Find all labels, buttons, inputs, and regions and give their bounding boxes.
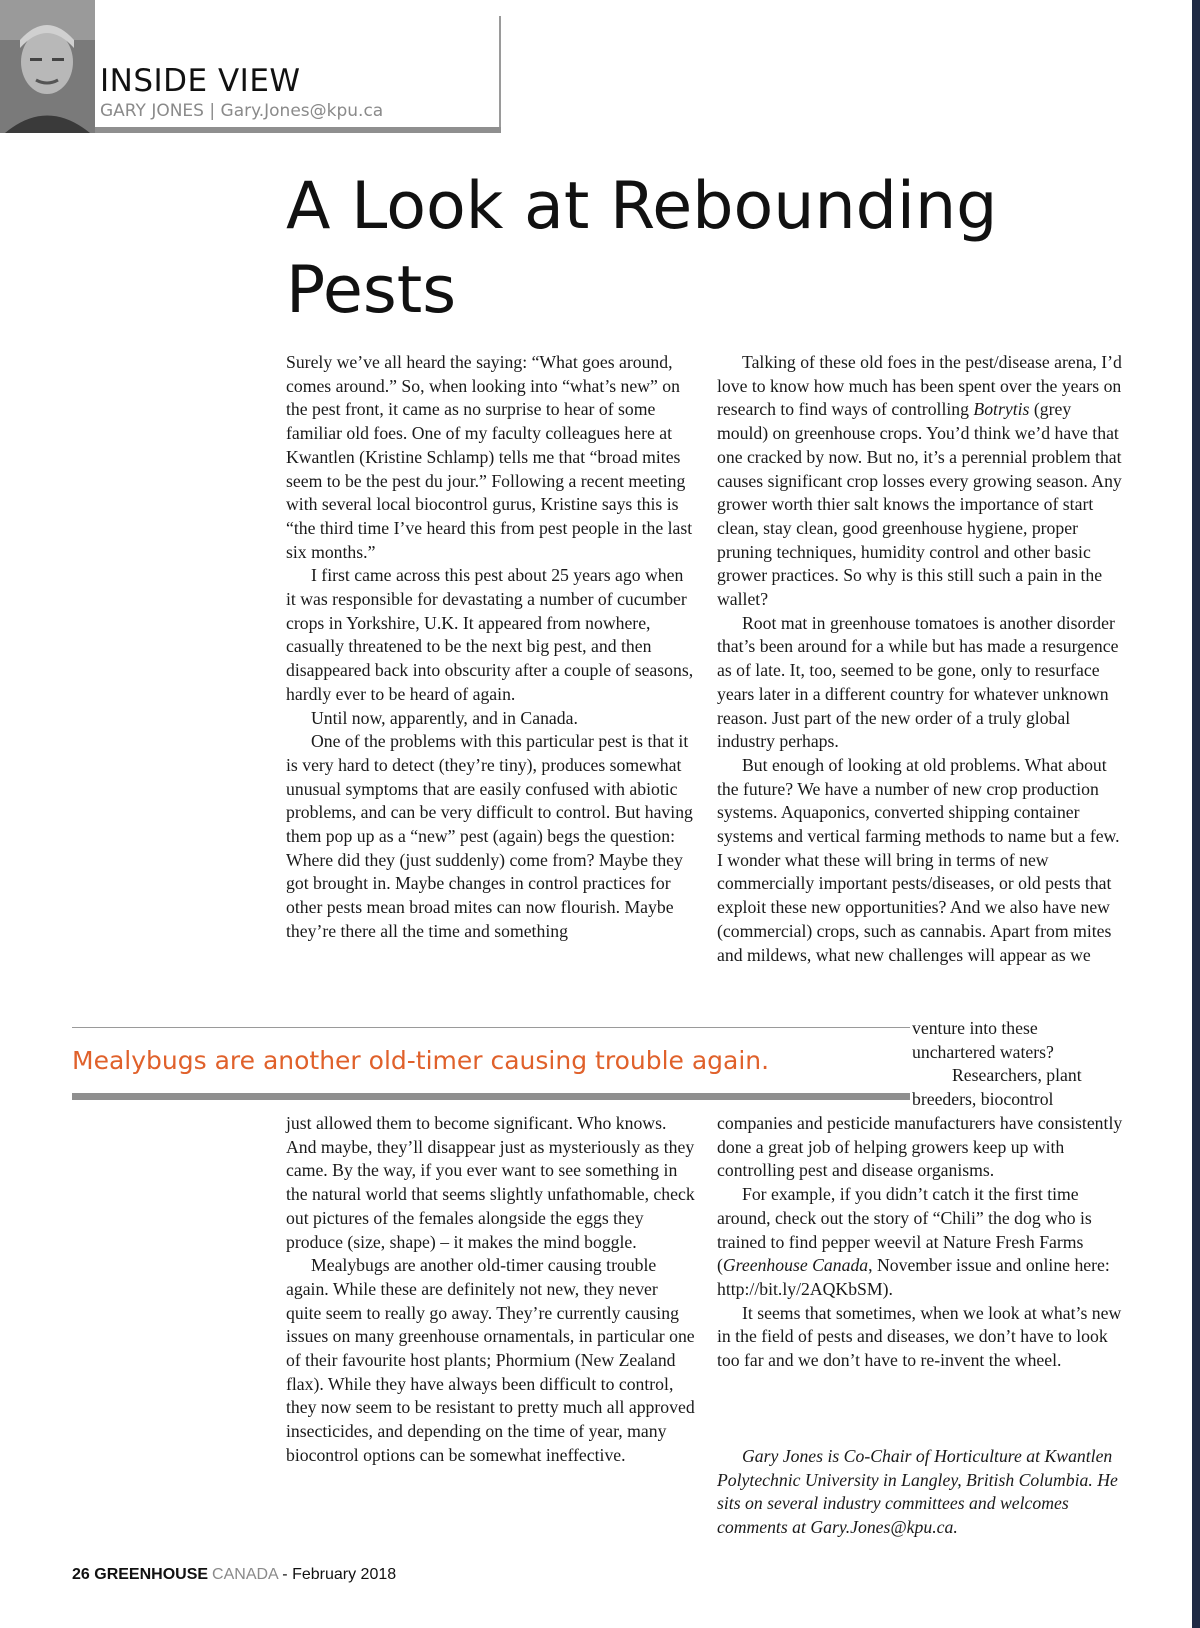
- column-2-bottom: [717, 1112, 1125, 1373]
- author-email: Gary.Jones@kpu.ca: [220, 101, 384, 121]
- paragraph: Mealybugs are another old-timer causing trouble again. While these are definitely not new, they never quite seem to really go away. They’re currently causing issues on many greenhouse ornamentals, in particular one of their favourite host plants; Phormium (New Zealand flax). While they have always been difficult to control, they now seem to be resistant to pretty much all approved insecticides, and depending on the time of year, many biocontrol options can be somewhat ineffective.: [286, 1255, 695, 1465]
- byline-separator: |: [209, 101, 216, 121]
- magazine-name-light: CANADA: [212, 1566, 278, 1583]
- paragraph: Talking of these old foes in the pest/disease arena, I’d love to know how much has been spent over the years on research to find ways of controlling Botrytis (grey mould) on greenhouse crops. You’d think we’d have that one cracked by now. But no, it’s a perennial problem that causes significant crop losses every growing season. Any grower worth thier salt knows the importance of start clean, stay clean, good greenhouse hygiene, proper pruning techniques, humidity control and other basic grower practices. So why is this still such a pain in the wallet?: [717, 352, 1122, 610]
- page-footer: [72, 1565, 396, 1585]
- section-label: INSIDE VIEW: [100, 63, 301, 99]
- italic-botrytis: Botrytis: [973, 399, 1030, 420]
- author-bio: Gary Jones is Co-Chair of Horticulture at Kwantlen Polytechnic University in Langley, British Columbia. He sits on several industry committees and welcomes comments at Gary.Jones@kpu.ca.: [717, 1446, 1118, 1538]
- paragraph: Surely we’ve all heard the saying: “What goes around, comes around.” So, when looking into “what’s new” on the pest front, it came as no surprise to hear of some familiar old foes. One of my faculty colleagues here at Kwantlen (Kristine Schlamp) tells me that “broad mites seem to be the pest du jour.” Following a recent meeting with several local biocontrol gurus, Kristine says this is “the third time I’ve heard this from pest people in the last six months.”: [286, 352, 693, 562]
- wrap-line: venture into these: [912, 1018, 1038, 1038]
- paragraph: Until now, apparently, and in Canada.: [311, 707, 578, 728]
- page-number: 26: [72, 1566, 90, 1583]
- author-photo: [0, 0, 95, 133]
- paragraph: For example, if you didn’t catch it the first time around, check out the story of “Chili” the dog who is trained to find pepper weevil at Nature Fresh Farms (Greenhouse Canada, November issue and online here: http://bit.ly/2AQKbSM).: [717, 1184, 1110, 1299]
- paragraph: It seems that sometimes, when we look at what’s new in the field of pests and diseases, we don’t have to look too far and we don’t have to re-invent the wheel.: [717, 1302, 1122, 1371]
- pull-quote: Mealybugs are another old-timer causing trouble again.: [72, 1046, 770, 1075]
- footer-separator: -: [282, 1566, 288, 1583]
- paragraph: just allowed them to become significant. Who knows. And maybe, they’ll disappear just as mysteriously as they came. By the way, if you ever want to see something in the natural world that seems slightly unfathomable, check out pictures of the females alongside the eggs they produce (size, shape) – it makes the mind boggle.: [286, 1113, 695, 1252]
- page-edge-strip: [1192, 0, 1200, 1628]
- column-1-top: [286, 351, 696, 944]
- paragraph: But enough of looking at old problems. What about the future? We have a number of new crop production systems. Aquaponics, converted shipping container systems and vertical farming methods to name but a few. I wonder what these will bring in terms of new commercially important pests/diseases, or old pests that exploit these new opportunities? And we also have new (commercial) crops, such as cannabis. Apart from mites and mildews, what new challenges will appear as we: [717, 754, 1120, 965]
- author-name: GARY JONES: [100, 101, 204, 121]
- wrap-line: breeders, biocontrol: [912, 1089, 1054, 1110]
- header-divider-vertical: [499, 16, 501, 133]
- pull-quote-rule-top: [72, 1027, 910, 1028]
- magazine-name-bold: GREENHOUSE: [94, 1566, 209, 1583]
- header-divider-bar: [95, 127, 501, 133]
- paragraph: I first came across this pest about 25 years ago when it was responsible for devastating a number of cucumber crops in Yorkshire, U.K. It appeared from nowhere, casually threatened to be the next big pest, and then disappeared back into obscurity after a couple of seasons, hardly ever to be heard of again.: [286, 565, 694, 704]
- byline: [100, 101, 383, 121]
- column-1-bottom: [286, 1112, 696, 1468]
- pull-quote-rule-bottom: [72, 1093, 910, 1100]
- column-2-wrap-text: [912, 1017, 1112, 1112]
- article-title: A Look at Rebounding Pests: [286, 169, 998, 328]
- wrap-line: unchartered waters?: [912, 1041, 1054, 1062]
- paragraph: Root mat in greenhouse tomatoes is another disorder that’s been around for a while but has made a resurgence as of late. It, too, seemed to be gone, only to resurface years later in a different country for whatever unknown reason. Just part of the new order of a truly global industry perhaps.: [717, 612, 1119, 752]
- italic-magazine-name: Greenhouse Canada: [722, 1255, 869, 1276]
- paragraph: companies and pesticide manufacturers have consistently done a great job of helping growers keep up with controlling pest and disease organisms.: [717, 1113, 1123, 1181]
- wrap-line: Researchers, plant: [952, 1065, 1082, 1086]
- issue-date: February 2018: [292, 1566, 397, 1583]
- column-2-top: [717, 351, 1125, 967]
- paragraph: One of the problems with this particular pest is that it is very hard to detect (they’re tiny), produces somewhat unusual symptoms that are easily confused with abiotic problems, and can be very difficult to control. But having them pop up as a “new” pest (again) begs the question: Where did they (just suddenly) come from? Maybe they got brought in. Maybe changes in control practices for other pests mean broad mites can now flourish. Maybe they’re there all the time and something: [286, 731, 693, 941]
